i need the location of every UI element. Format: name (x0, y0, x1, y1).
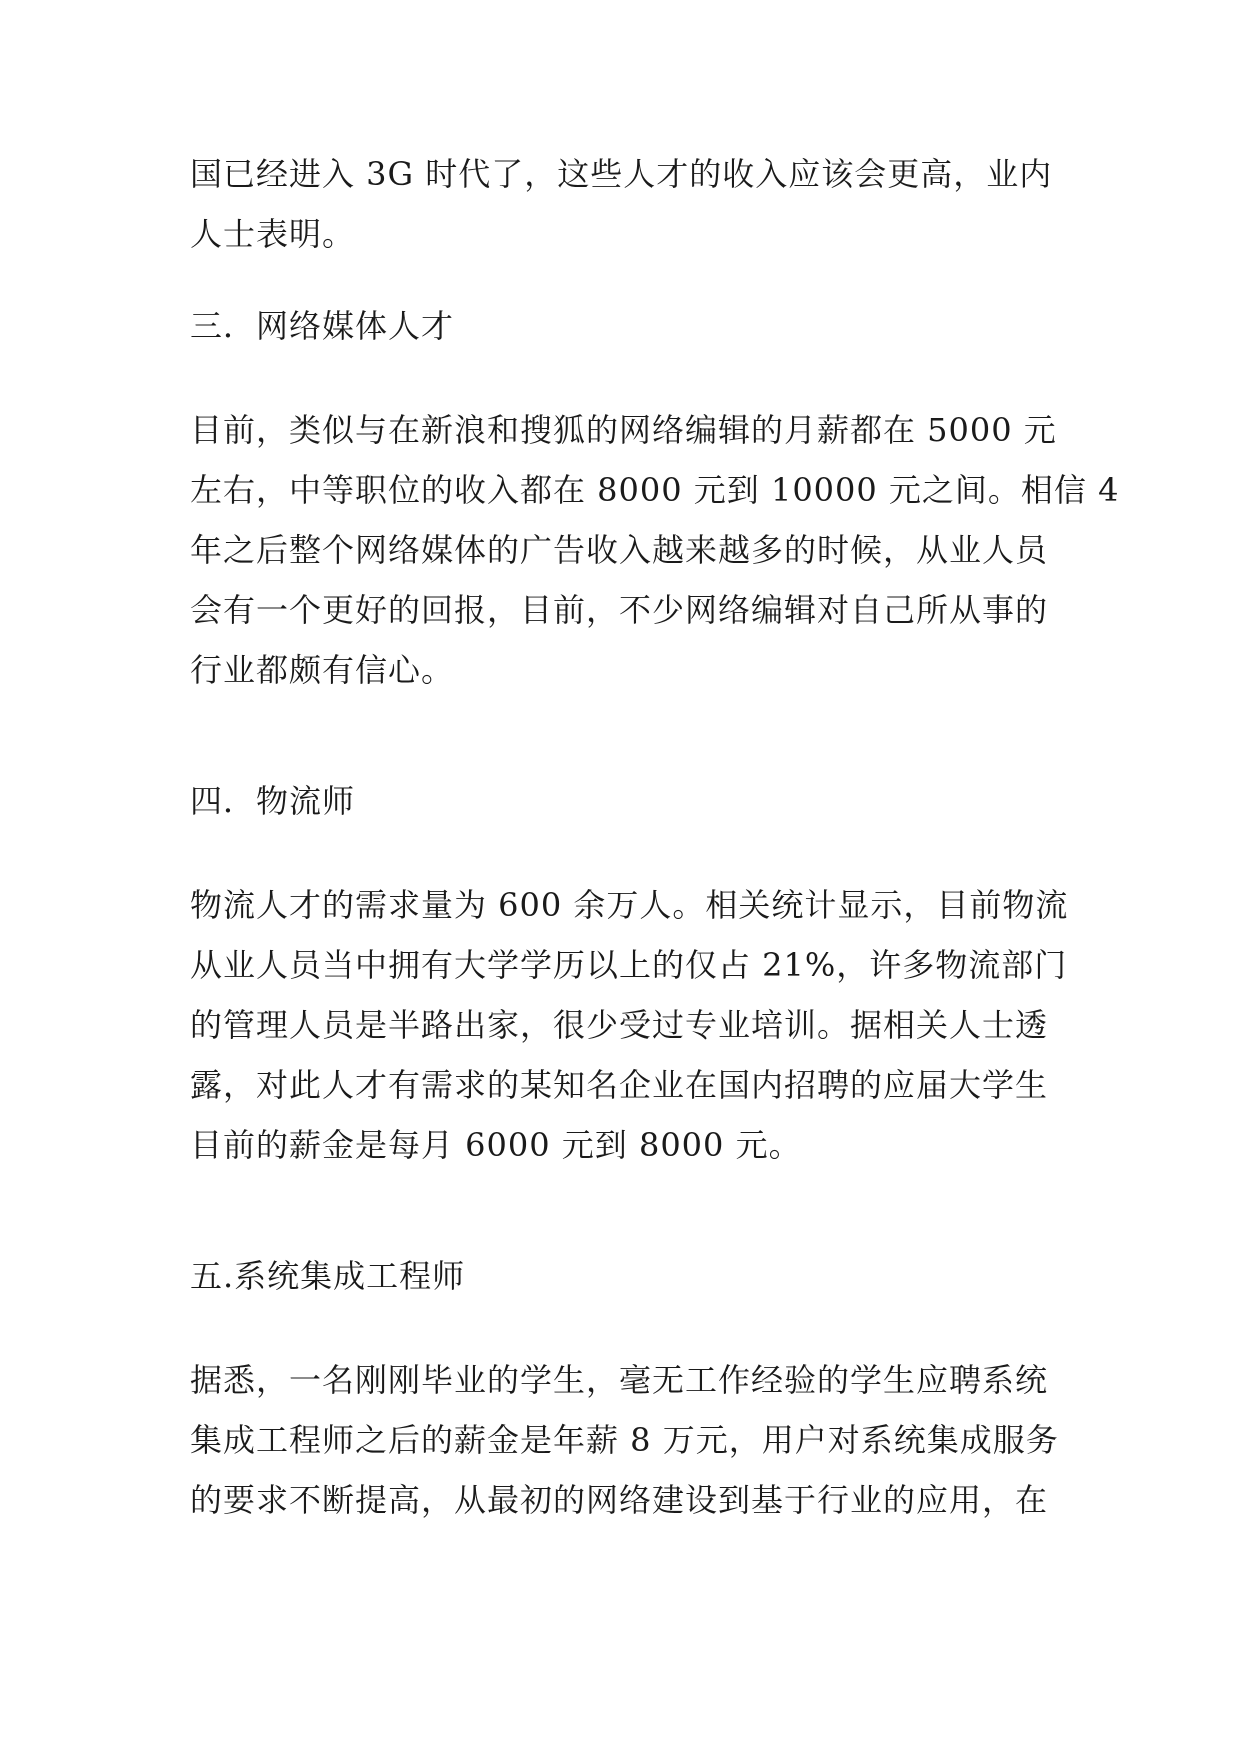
text-line: 左右，中等职位的收入都在 8000 元到 10000 元之间。相信 4 (190, 471, 1120, 509)
text-line: 的管理人员是半路出家，很少受过专业培训。据相关人士透 (190, 1006, 1049, 1044)
text-line: 年之后整个网络媒体的广告收入越来越多的时候，从业人员 (190, 531, 1049, 569)
paragraph-logistics (190, 875, 1069, 1175)
text-line: 集成工程师之后的薪金是年薪 8 万元，用户对系统集成服务 (190, 1421, 1059, 1459)
text-line: 从业人员当中拥有大学学历以上的仅占 21%，许多物流部门 (190, 946, 1068, 984)
text-line: 目前，类似与在新浪和搜狐的网络编辑的月薪都在 5000 元 (190, 411, 1057, 449)
section-heading: 三．网络媒体人才 (190, 307, 455, 345)
text-line: 人士表明。 (190, 215, 356, 253)
text-line: 据悉，一名刚刚毕业的学生，毫无工作经验的学生应聘系统 (190, 1361, 1049, 1399)
text-line: 的要求不断提高，从最初的网络建设到基于行业的应用，在 (190, 1481, 1049, 1519)
paragraph-3g-era (190, 144, 1053, 264)
text-line: 行业都颇有信心。 (190, 651, 455, 689)
heading-system-integration (190, 1246, 1050, 1306)
text-line: 物流人才的需求量为 600 余万人。相关统计显示，目前物流 (190, 886, 1069, 924)
paragraph-network-media (190, 400, 1120, 700)
section-heading: 四．物流师 (190, 782, 356, 820)
heading-logistics (190, 771, 1050, 831)
section-heading: 五.系统集成工程师 (190, 1257, 466, 1295)
heading-network-media-talent (190, 296, 1050, 356)
paragraph-system-integration (190, 1350, 1059, 1530)
text-line: 目前的薪金是每月 6000 元到 8000 元。 (190, 1126, 802, 1164)
text-line: 会有一个更好的回报，目前，不少网络编辑对自己所从事的 (190, 591, 1049, 629)
text-line: 国已经进入 3G 时代了，这些人才的收入应该会更高，业内 (190, 155, 1053, 193)
text-line: 露，对此人才有需求的某知名企业在国内招聘的应届大学生 (190, 1066, 1049, 1104)
